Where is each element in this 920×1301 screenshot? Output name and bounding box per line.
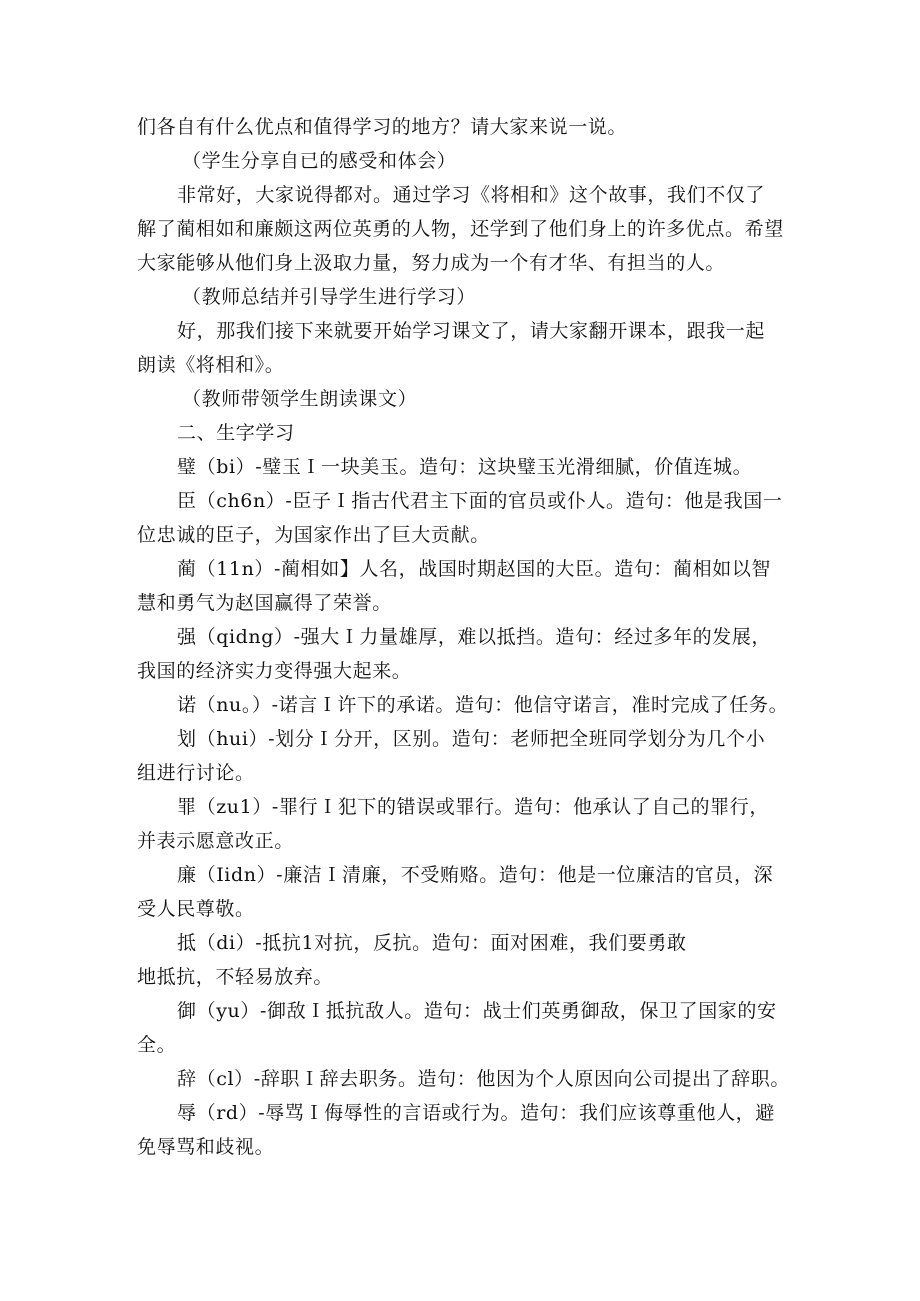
- text-line: 组进行讨论。: [137, 762, 255, 784]
- text-line: 非常好，大家说得都对。通过学习《将相和》这个故事，我们不仅了: [177, 184, 766, 206]
- text-line: 全。: [137, 1034, 177, 1056]
- text-line: 罪（zu1）-罪行Ｉ犯下的错误或罪行。造句：他承认了自己的罪行，: [177, 796, 769, 818]
- text-line: 臣（ch6n）-臣子Ｉ指古代君主下面的官员或仆人。造句：他是我国一: [177, 490, 783, 512]
- text-line: 慧和勇气为赵国赢得了荣誉。: [137, 592, 392, 614]
- text-line: 免辱骂和歧视。: [137, 1136, 275, 1158]
- text-line: （教师总结并引导学生进行学习）: [182, 286, 477, 308]
- text-line: 好，那我们接下来就要开始学习课文了，请大家翻开课本，跟我一起: [177, 320, 766, 342]
- text-line: 强（qidng）-强大Ｉ力量雄厚，难以抵挡。造句：经过多年的发展，: [177, 626, 772, 648]
- text-line: 并表示愿意改正。: [137, 830, 294, 852]
- text-line: 受人民尊敬。: [137, 898, 255, 920]
- text-line: 位忠诚的臣子，为国家作出了巨大贡献。: [137, 524, 490, 546]
- text-line: 廉（Iidn）-廉洁Ｉ清廉，不受贿赂。造句：他是一位廉洁的官员，深: [177, 864, 774, 886]
- text-line: 划（hui）-划分Ｉ分开，区别。造句：老师把全班同学划分为几个小: [177, 728, 766, 750]
- text-line: 辱（rd）-辱骂Ｉ侮辱性的言语或行为。造句：我们应该尊重他人，避: [177, 1102, 775, 1124]
- text-line: 朗读《将相和》。: [137, 354, 285, 376]
- text-line: 地抵抗，不轻易放弃。: [137, 966, 334, 988]
- text-line: 璧（bi）-璧玉Ｉ一块美玉。造句：这块璧玉光滑细腻，价值连城。: [177, 456, 753, 478]
- text-line: 解了蔺相如和廉颇这两位英勇的人物，还学到了他们身上的许多优点。希望: [137, 218, 784, 240]
- text-line: （教师带领学生朗读课文）: [182, 388, 418, 410]
- text-line: 蔺（11n）-蔺相如】人名，战国时期赵国的大臣。造句：蔺相如以智: [177, 558, 772, 580]
- text-line: 辞（cl）-辞职Ｉ辞去职务。造句：他因为个人原因向公司提出了辞职。: [177, 1068, 790, 1090]
- text-line: 我国的经济实力变得强大起来。: [137, 660, 412, 682]
- text-line: 大家能够从他们身上汲取力量，努力成为一个有才华、有担当的人。: [137, 252, 726, 274]
- text-line: 抵（di）-抵抗1对抗，反抗。造句：面对困难，我们要勇敢: [177, 932, 687, 954]
- text-line: 们各自有什么优点和值得学习的地方？请大家来说一说。: [137, 116, 628, 138]
- section-heading: 二、生字学习: [177, 422, 295, 444]
- text-line: 诺（nu。）-诺言Ｉ许下的承诺。造句：他信守诺言，准时完成了任务。: [177, 694, 789, 716]
- text-line: 御（yu）-御敌Ｉ抵抗敌人。造句：战士们英勇御敌，保卫了国家的安: [177, 1000, 777, 1022]
- text-line: （学生分享自已的感受和体会）: [182, 150, 457, 172]
